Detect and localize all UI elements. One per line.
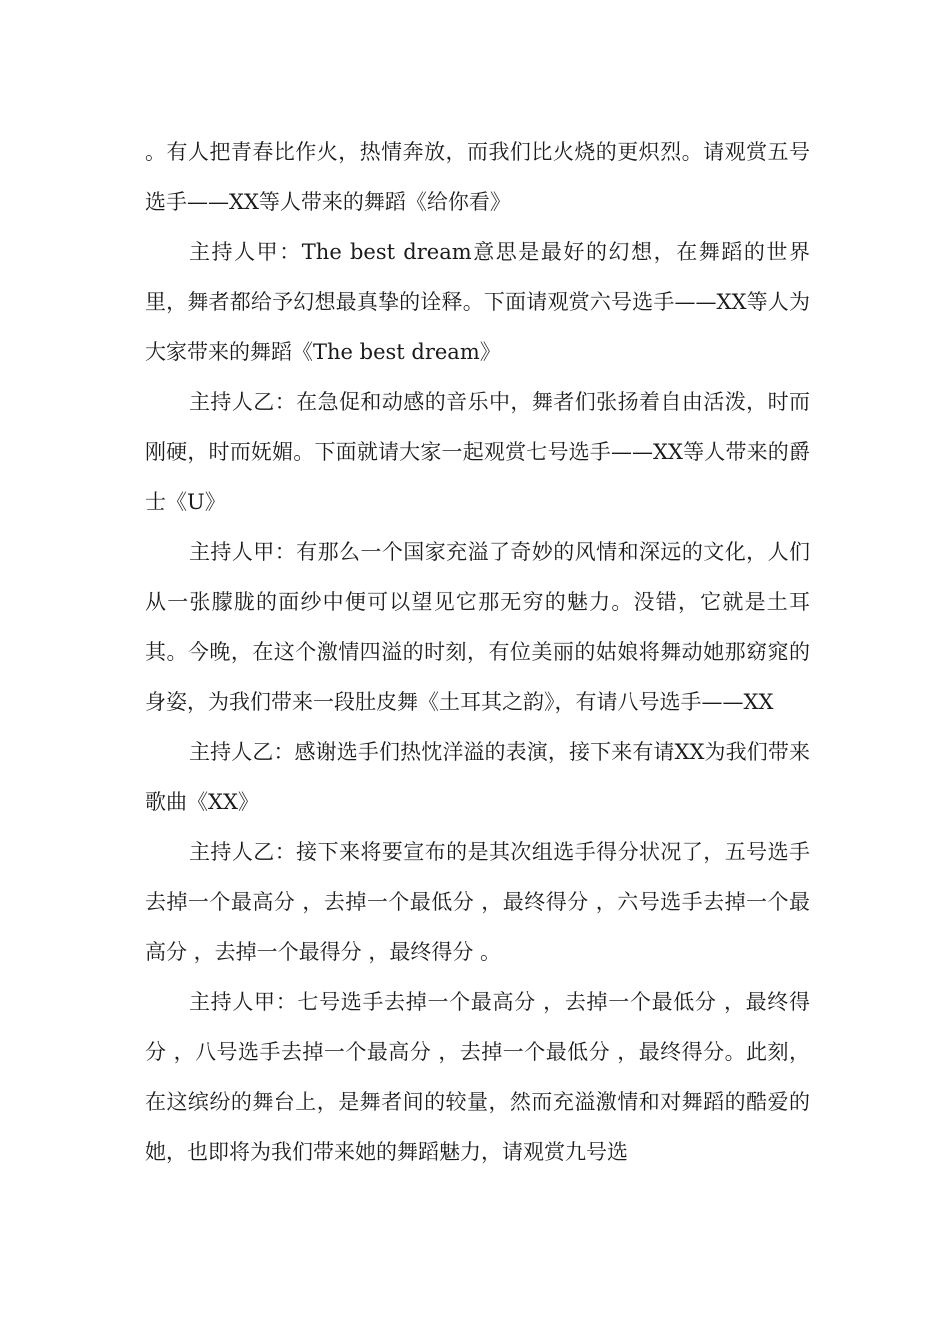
- paragraph-host-a-best-dream: 主持人甲：The best dream意思是最好的幻想，在舞蹈的世界里，舞者都给予幻想最真挚的诠释。下面请观赏六号选手——XX等人为大家带来的舞蹈《The best dream》: [145, 240, 810, 364]
- paragraph-host-b-jazz: 主持人乙：在急促和动感的音乐中，舞者们张扬着自由活泼，时而刚硬，时而妩媚。下面就请大家一起观赏七号选手——XX等人带来的爵士《U》: [145, 390, 810, 514]
- document-body: [145, 127, 810, 1177]
- paragraph-continuation: 。有人把青春比作火，热情奔放，而我们比火烧的更炽烈。请观赏五号选手——XX等人带来的舞蹈《给你看》: [145, 140, 810, 214]
- paragraph-host-a-turkey: 主持人甲：有那么一个国家充溢了奇妙的风情和深远的文化，人们从一张朦胧的面纱中便可以望见它那无穷的魅力。没错，它就是土耳其。今晚，在这个激情四溢的时刻，有位美丽的姑娘将舞动她那窈窕的身姿，为我们带来一段肚皮舞《土耳其之韵》，有请八号选手——XX: [145, 540, 810, 714]
- paragraph-host-b-scores: 主持人乙：接下来将要宣布的是其次组选手得分状况了，五号选手去掉一个最高分 ，去掉一个最低分 ，最终得分 ，六号选手去掉一个最高分 ，去掉一个最得分 ，最终得分 。: [145, 840, 810, 964]
- paragraph-host-b-song: 主持人乙：感谢选手们热忱洋溢的表演，接下来有请XX为我们带来歌曲《XX》: [145, 740, 810, 814]
- paragraph-host-a-scores: 主持人甲：七号选手去掉一个最高分 ，去掉一个最低分 ，最终得分 ，八号选手去掉一个最高分 ，去掉一个最低分 ，最终得分。此刻，在这缤纷的舞台上，是舞者间的较量，然而充溢激情和对舞蹈的酷爱的她，也即将为我们带来她的舞蹈魅力，请观赏九号选: [145, 990, 810, 1164]
